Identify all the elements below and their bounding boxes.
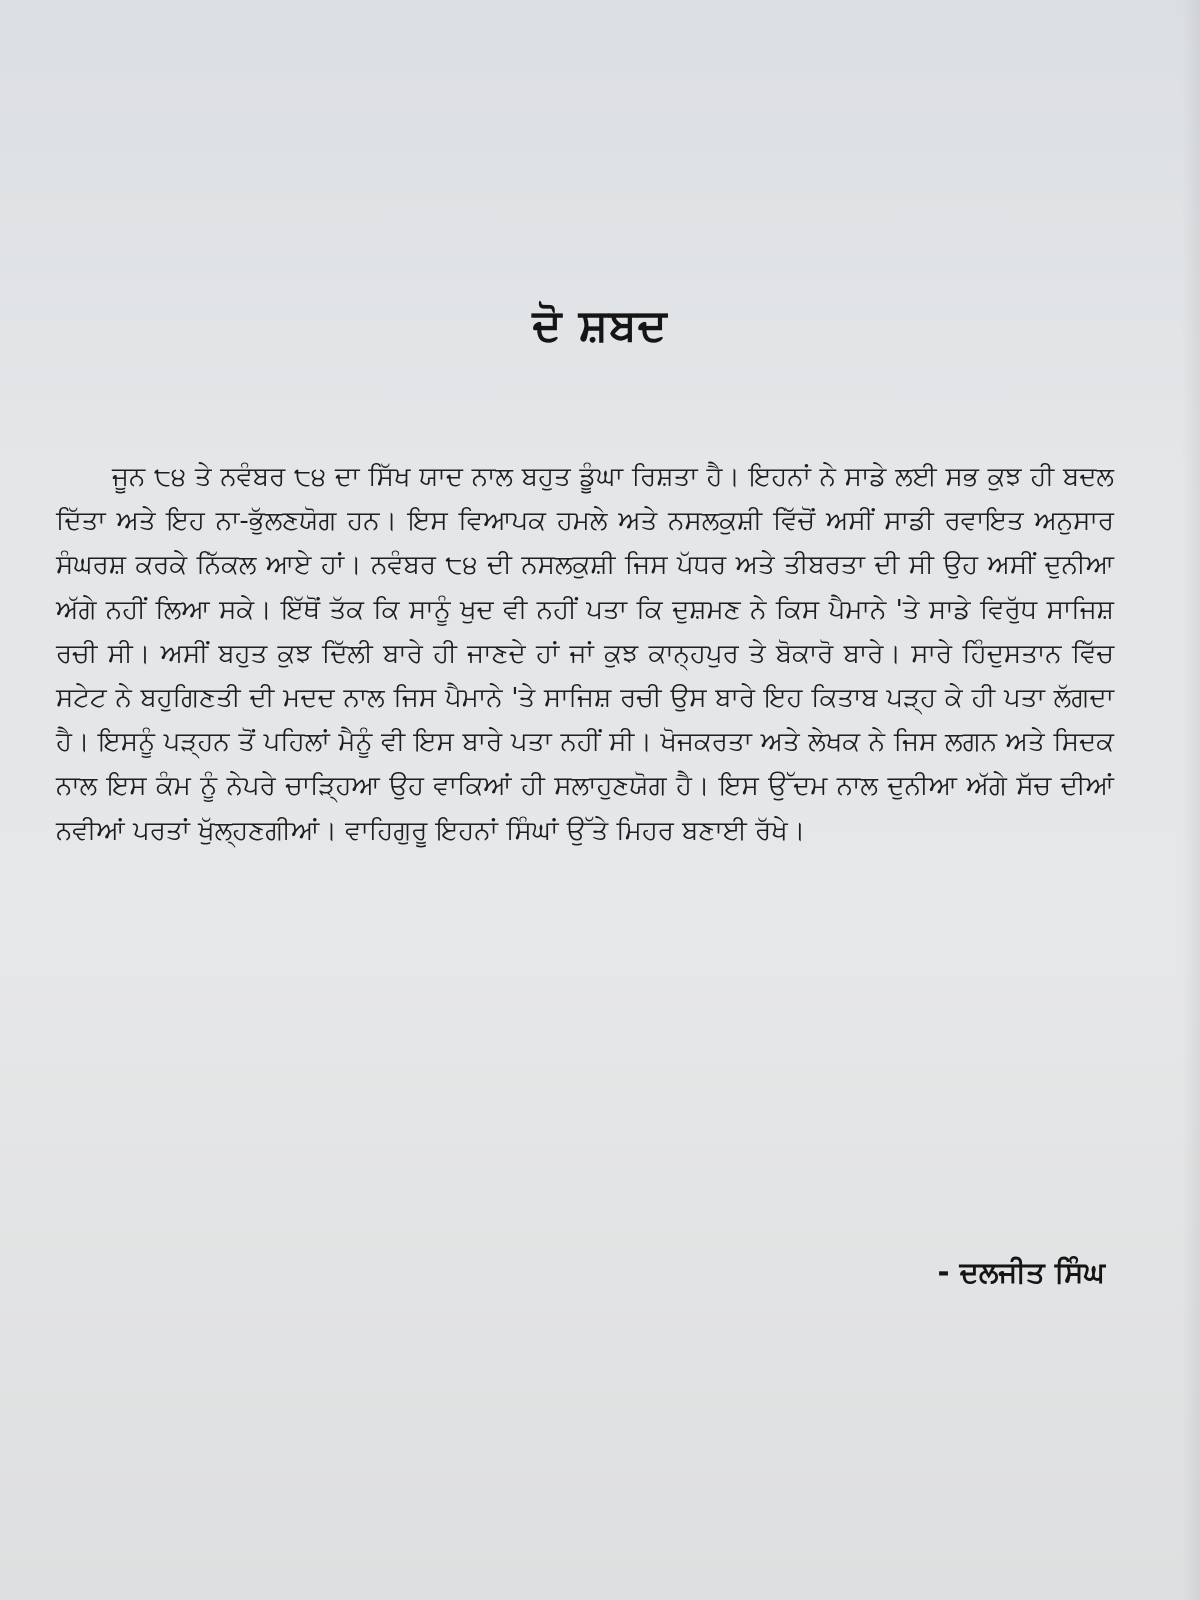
page-title: ਦੋ ਸ਼ਬਦ [532,300,668,351]
author-signature: - ਦਲਜੀਤ ਸਿੰਘ [937,1255,1105,1289]
body-paragraph: ਜੂਨ ੮੪ ਤੇ ਨਵੰਬਰ ੮੪ ਦਾ ਸਿੱਖ ਯਾਦ ਨਾਲ ਬਹੁਤ ਡੂੰਘਾ ਰਿਸ਼ਤਾ ਹੈ। ਇਹਨਾਂ ਨੇ ਸਾਡੇ ਲਈ ਸਭ ਕੁਝ ਹੀ ਬਦਲ ਦਿੱਤਾ ਅਤੇ ਇਹ ਨਾ-ਭੁੱਲਣਯੋਗ ਹਨ। ਇਸ ਵਿਆਪਕ ਹਮਲੇ ਅਤੇ ਨਸਲਕੁਸ਼ੀ ਵਿੱਚੋਂ ਅਸੀਂ ਸਾਡੀ ਰਵਾਇਤ ਅਨੁਸਾਰ ਸੰਘਰਸ਼ ਕਰਕੇ ਨਿੱਕਲ ਆਏ ਹਾਂ। ਨਵੰਬਰ ੮੪ ਦੀ ਨਸਲਕੁਸ਼ੀ ਜਿਸ ਪੱਧਰ ਅਤੇ ਤੀਬਰਤਾ ਦੀ ਸੀ ਉਹ ਅਸੀਂ ਦੁਨੀਆ ਅੱਗੇ ਨਹੀਂ ਲਿਆ ਸਕੇ। ਇੱਥੋਂ ਤੱਕ ਕਿ ਸਾਨੂੰ ਖੁਦ ਵੀ ਨਹੀਂ ਪਤਾ ਕਿ ਦੁਸ਼ਮਣ ਨੇ ਕਿਸ ਪੈਮਾਨੇ 'ਤੇ ਸਾਡੇ ਵਿਰੁੱਧ ਸਾਜਿਸ਼ ਰਚੀ ਸੀ। ਅਸੀਂ ਬਹੁਤ ਕੁਝ ਦਿੱਲੀ ਬਾਰੇ ਹੀ ਜਾਣਦੇ ਹਾਂ ਜਾਂ ਕੁਝ ਕਾਨ੍ਹਪੁਰ ਤੇ ਬੋਕਾਰੋ ਬਾਰੇ। ਸਾਰੇ ਹਿੰਦੁਸਤਾਨ ਵਿੱਚ ਸਟੇਟ ਨੇ ਬਹੁਗਿਣਤੀ ਦੀ ਮਦਦ ਨਾਲ ਜਿਸ ਪੈਮਾਨੇ 'ਤੇ ਸਾਜਿਸ਼ ਰਚੀ ਉਸ ਬਾਰੇ ਇਹ ਕਿਤਾਬ ਪੜ੍ਹ ਕੇ ਹੀ ਪਤਾ ਲੱਗਦਾ ਹੈ। ਇਸਨੂੰ ਪੜ੍ਹਨ ਤੋਂ ਪਹਿਲਾਂ ਮੈਨੂੰ ਵੀ ਇਸ ਬਾਰੇ ਪਤਾ ਨਹੀਂ ਸੀ। ਖੋਜਕਰਤਾ ਅਤੇ ਲੇਖਕ ਨੇ ਜਿਸ ਲਗਨ ਅਤੇ ਸਿਦਕ ਨਾਲ ਇਸ ਕੰਮ ਨੂੰ ਨੇਪਰੇ ਚਾੜ੍ਹਿਆ ਉਹ ਵਾਕਿਆਂ ਹੀ ਸਲਾਹੁਣਯੋਗ ਹੈ। ਇਸ ਉੱਦਮ ਨਾਲ ਦੁਨੀਆ ਅੱਗੇ ਸੱਚ ਦੀਆਂ ਨਵੀਆਂ ਪਰਤਾਂ ਖੁੱਲ੍ਹਣਗੀਆਂ। ਵਾਹਿਗੁਰੂ ਇਹਨਾਂ ਸਿੰਘਾਂ ਉੱਤੇ ਮਿਹਰ ਬਣਾਈ ਰੱਖੇ। [56,462,1114,846]
page-edge-shadow [1182,0,1200,1600]
